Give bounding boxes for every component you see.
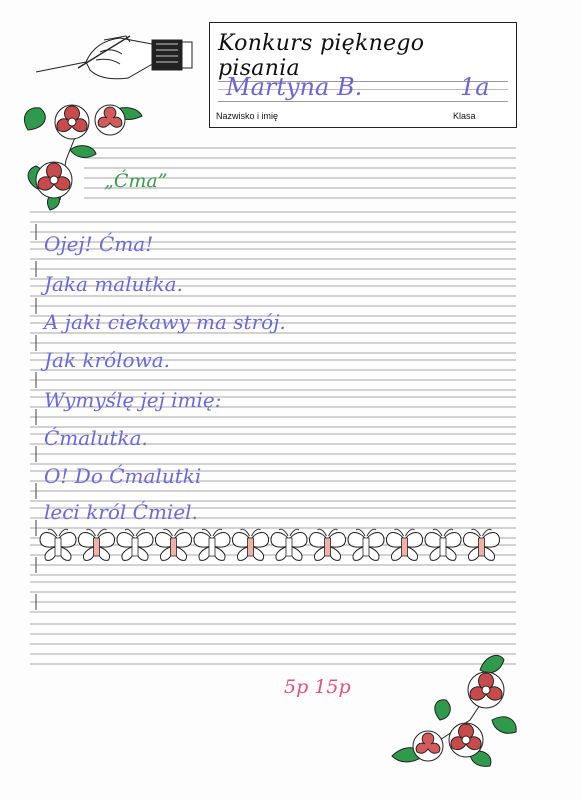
butterfly-icon <box>387 529 423 560</box>
poem-title: „Ćma” <box>104 170 168 192</box>
poem-line: leci król Ćmiel. <box>44 500 198 524</box>
butterfly-icon <box>40 529 76 560</box>
butterfly-icon <box>233 529 269 560</box>
poem-line: O! Do Ćmalutki <box>44 464 202 488</box>
butterfly-icon <box>348 529 384 560</box>
butterfly-icon <box>79 529 115 560</box>
butterfly-icon <box>156 529 192 560</box>
butterfly-icon <box>194 529 230 560</box>
poem-line: A jaki ciekawy ma strój. <box>44 310 286 334</box>
poem-line: Jaka malutka. <box>44 272 183 296</box>
poem-line: Wymyślę jej imię: <box>44 388 222 412</box>
teacher-score: 5p 15p <box>284 676 351 698</box>
poem-line: Jak królowa. <box>44 348 170 372</box>
name-label: Nazwisko i imię <box>216 111 279 121</box>
class-label: Klasa <box>453 111 476 121</box>
poem-line: Ćmalutka. <box>44 426 148 450</box>
butterfly-icon <box>425 529 461 560</box>
butterfly-icon <box>310 529 346 560</box>
butterfly-icon <box>117 529 153 560</box>
contest-title: Konkurs pięknego pisania <box>218 31 425 81</box>
student-class: 1a <box>460 73 490 101</box>
student-name: Martyna B. <box>226 73 363 101</box>
butterfly-icon <box>464 529 500 560</box>
poem-line: Ojej! Ćma! <box>44 232 154 256</box>
butterfly-icon <box>271 529 307 560</box>
